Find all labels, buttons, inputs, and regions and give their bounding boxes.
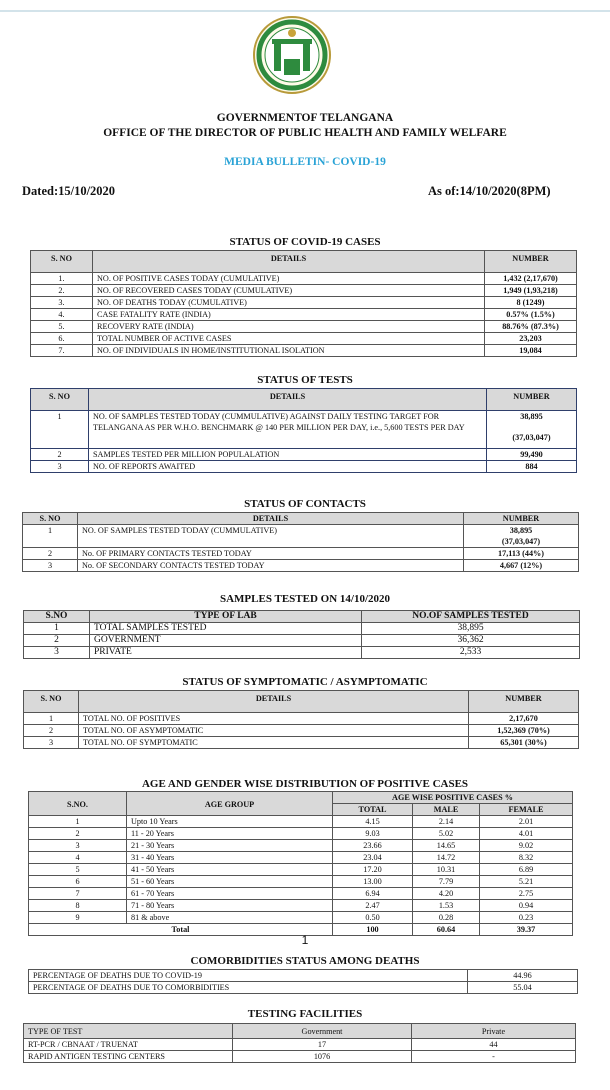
col-sno: S. NO bbox=[24, 691, 79, 713]
samples-title: SAMPLES TESTED ON 14/10/2020 bbox=[219, 593, 391, 605]
col-count: NO.OF SAMPLES TESTED bbox=[362, 611, 580, 623]
tests-table bbox=[30, 388, 577, 473]
table-row: 7. NO. OF INDIVIDUALS IN HOME/INSTITUTIONAL ISOLATION 19,084 bbox=[31, 345, 577, 357]
col-number: NUMBER bbox=[485, 251, 577, 273]
dated-label: Dated:15/10/2020 bbox=[22, 184, 116, 198]
col-sno: S.NO bbox=[24, 611, 90, 623]
total-row: Total 100 60.64 39.37 bbox=[29, 924, 573, 936]
table-row: 2 SAMPLES TESTED PER MILLION POPULALATION 99,490 bbox=[31, 449, 577, 461]
table-row: 1 Upto 10 Years 4.15 2.14 2.01 bbox=[29, 816, 573, 828]
table-row: 3 No. OF SECONDARY CONTACTS TESTED TODAY 4,667 (12%) bbox=[23, 560, 579, 572]
table-row: 6. TOTAL NUMBER OF ACTIVE CASES 23,203 bbox=[31, 333, 577, 345]
col-total: TOTAL bbox=[333, 804, 413, 816]
cases-title: STATUS OF COVID-19 CASES bbox=[229, 236, 381, 248]
table-row: RT-PCR / CBNAAT / TRUENAT 17 44 bbox=[24, 1039, 576, 1051]
comorbidities-table bbox=[28, 969, 578, 994]
table-row: 4 31 - 40 Years 23.04 14.72 8.32 bbox=[29, 852, 573, 864]
bulletin-title: MEDIA BULLETIN- COVID-19 bbox=[224, 156, 386, 168]
col-details: DETAILS bbox=[79, 691, 469, 713]
table-row: RAPID ANTIGEN TESTING CENTERS 1076 - bbox=[24, 1051, 576, 1063]
col-sno: S. NO bbox=[31, 389, 89, 411]
col-type: TYPE OF TEST bbox=[24, 1024, 233, 1039]
table-row: 6 51 - 60 Years 13.00 7.79 5.21 bbox=[29, 876, 573, 888]
telangana-emblem-icon bbox=[244, 15, 340, 95]
table-row: 2 TOTAL NO. OF ASYMPTOMATIC 1,52,369 (70%) bbox=[24, 725, 579, 737]
symptomatic-title: STATUS OF SYMPTOMATIC / ASYMPTOMATIC bbox=[182, 676, 428, 688]
table-row: 3 PRIVATE 2,533 bbox=[24, 647, 580, 659]
table-row: 4. CASE FATALITY RATE (INDIA) 0.57% (1.5%) bbox=[31, 309, 577, 321]
table-row: 2 11 - 20 Years 9.03 5.02 4.01 bbox=[29, 828, 573, 840]
table-row: 3 21 - 30 Years 23.66 14.65 9.02 bbox=[29, 840, 573, 852]
col-age-wise: AGE WISE POSITIVE CASES % bbox=[333, 792, 573, 804]
as-of-label: As of:14/10/2020(8PM) bbox=[428, 184, 551, 198]
table-row: 5. RECOVERY RATE (INDIA) 88.76% (87.3%) bbox=[31, 321, 577, 333]
table-row: 5 41 - 50 Years 17.20 10.31 6.89 bbox=[29, 864, 573, 876]
page-number: 1 bbox=[301, 933, 309, 947]
table-row: PERCENTAGE OF DEATHS DUE TO COVID-19 44.96 bbox=[29, 970, 578, 982]
samples-table bbox=[23, 610, 580, 659]
col-details: DETAILS bbox=[78, 513, 464, 525]
col-number: NUMBER bbox=[469, 691, 579, 713]
table-row: 3 NO. OF REPORTS AWAITED 884 bbox=[31, 461, 577, 473]
symptomatic-table bbox=[23, 690, 579, 749]
age-table bbox=[28, 791, 573, 936]
table-row: 2. NO. OF RECOVERED CASES TODAY (CUMULATIVE) 1,949 (1,93,218) bbox=[31, 285, 577, 297]
col-male: MALE bbox=[413, 804, 480, 816]
table-row: 7 61 - 70 Years 6.94 4.20 2.75 bbox=[29, 888, 573, 900]
col-number: NUMBER bbox=[487, 389, 577, 411]
table-row: 2 GOVERNMENT 36,362 bbox=[24, 635, 580, 647]
table-row: 9 81 & above 0.50 0.28 0.23 bbox=[29, 912, 573, 924]
col-sno: S. NO bbox=[31, 251, 93, 273]
table-row: 1 TOTAL NO. OF POSITIVES 2,17,670 bbox=[24, 713, 579, 725]
col-sno: S.NO. bbox=[29, 792, 127, 816]
table-row: 8 71 - 80 Years 2.47 1.53 0.94 bbox=[29, 900, 573, 912]
col-sno: S. NO bbox=[23, 513, 78, 525]
col-age-group: AGE GROUP bbox=[127, 792, 333, 816]
top-divider bbox=[0, 10, 610, 12]
table-row: 1 NO. OF SAMPLES TESTED TODAY (CUMMULATIVE) 38,895 (37,03,047) bbox=[23, 525, 579, 548]
table-row: 1 NO. OF SAMPLES TESTED TODAY (CUMMULATIVE) AGAINST DAILY TESTING TARGET FOR TELANGANA AS PER W.H.O. BENCHMARK @ 140 PER MILLION PER DAY, i.e., 5,600 TESTS PER DAY 38,895 (37,03,047) bbox=[31, 411, 577, 449]
facilities-title: TESTING FACILITIES bbox=[247, 1008, 363, 1020]
cases-table bbox=[30, 250, 577, 357]
office-title: OFFICE OF THE DIRECTOR OF PUBLIC HEALTH AND FAMILY WELFARE bbox=[103, 127, 507, 139]
col-type: TYPE OF LAB bbox=[90, 611, 362, 623]
table-row: 3 TOTAL NO. OF SYMPTOMATIC 65,301 (30%) bbox=[24, 737, 579, 749]
col-details: DETAILS bbox=[93, 251, 485, 273]
col-number: NUMBER bbox=[464, 513, 579, 525]
tests-title: STATUS OF TESTS bbox=[257, 374, 353, 386]
col-government: Government bbox=[233, 1024, 412, 1039]
table-row: 1. NO. OF POSITIVE CASES TODAY (CUMULATIVE) 1,432 (2,17,670) bbox=[31, 273, 577, 285]
age-title: AGE AND GENDER WISE DISTRIBUTION OF POSITIVE CASES bbox=[141, 778, 469, 790]
col-details: DETAILS bbox=[89, 389, 487, 411]
table-row: 3. NO. OF DEATHS TODAY (CUMULATIVE) 8 (1249) bbox=[31, 297, 577, 309]
table-row: 2 No. OF PRIMARY CONTACTS TESTED TODAY 17,113 (44%) bbox=[23, 548, 579, 560]
comorbidities-title: COMORBIDITIES STATUS AMONG DEATHS bbox=[190, 955, 420, 967]
facilities-table bbox=[23, 1023, 576, 1063]
contacts-table bbox=[22, 512, 579, 572]
table-row: PERCENTAGE OF DEATHS DUE TO COMORBIDITIES 55.04 bbox=[29, 982, 578, 994]
col-female: FEMALE bbox=[480, 804, 573, 816]
contacts-title: STATUS OF CONTACTS bbox=[244, 498, 366, 510]
col-private: Private bbox=[412, 1024, 576, 1039]
govt-title: GOVERNMENTOF TELANGANA bbox=[216, 112, 394, 124]
table-row: 1 TOTAL SAMPLES TESTED 38,895 bbox=[24, 623, 580, 635]
